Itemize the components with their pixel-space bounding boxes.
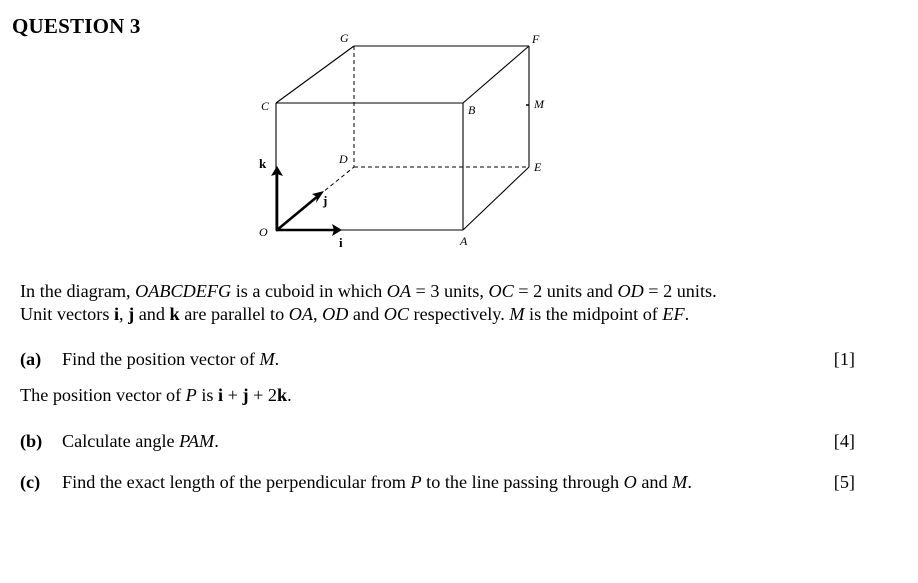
cuboid-diagram [0, 0, 918, 270]
part-b-marks: [4] [833, 431, 855, 451]
label-vector-j: j [323, 193, 328, 208]
edge-bf [463, 46, 529, 103]
part-a: (a) Find the position vector of M. [20, 349, 280, 369]
part-c-marks: [5] [833, 472, 855, 492]
label-a: A [460, 234, 468, 248]
label-e: E [534, 160, 542, 174]
label-m: M [534, 97, 544, 111]
label-c: C [261, 99, 270, 113]
position-vector-statement: The position vector of P is i + j + 2k. [20, 385, 292, 405]
edge-cg [276, 46, 354, 103]
vector-j-arrow [277, 196, 318, 230]
label-b: B [468, 103, 476, 117]
edge-ae [463, 167, 529, 230]
part-a-marks: [1] [833, 349, 855, 369]
part-b-label: (b) [20, 431, 43, 451]
label-o: O [259, 225, 268, 239]
question-title: QUESTION 3 [12, 14, 141, 38]
label-vector-k: k [259, 156, 267, 171]
part-a-label: (a) [20, 349, 42, 369]
part-c: (c) Find the exact length of the perpendicular from P to the line passing through O and M. [20, 472, 692, 492]
label-d: D [339, 152, 348, 166]
label-f: F [532, 32, 540, 46]
label-vector-i: i [339, 235, 343, 250]
question-intro: In the diagram, OABCDEFG is a cuboid in which OA = 3 units, OC = 2 units and OD = 2 units. Unit vectors i, j and k are parallel to OA, OD and OC respectively. M is the midpoint of EF. [20, 281, 717, 324]
part-c-label: (c) [20, 472, 41, 492]
part-b: (b) Calculate angle PAM. [20, 431, 219, 451]
label-g: G [340, 31, 349, 45]
